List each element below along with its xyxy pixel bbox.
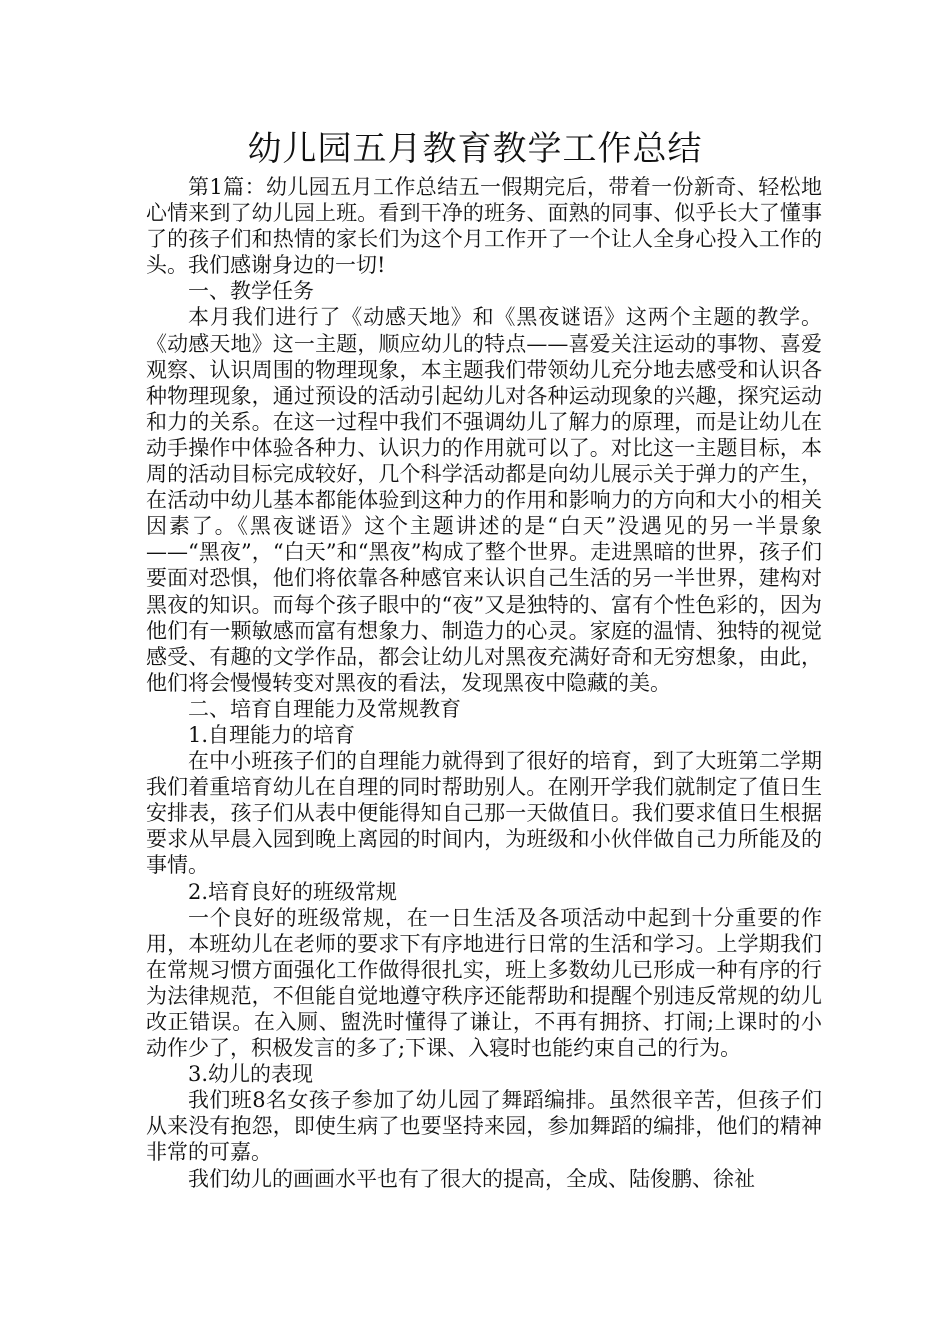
paragraph-class-routine: 一个良好的班级常规，在一日生活及各项活动中起到十分重要的作用，本班幼儿在老师的要求下有序地进行日常的生活和学习。上学期我们在常规习惯方面强化工作做得很扎实，班上多数幼儿已形成一种有序的行为法律规范，不但能自觉地遵守秩序还能帮助和提醒个别违反常规的幼儿改正错误。在入厕、盥洗时懂得了谦让，不再有拥挤、打闹;上课时的小动作少了，积极发言的多了;下课、入寝时也能约束自己的行为。 bbox=[146, 905, 822, 1061]
section-heading-self-care: 二、培育自理能力及常规教育 bbox=[188, 696, 461, 721]
subheading-child-performance: 3.幼儿的表现 bbox=[188, 1062, 314, 1087]
paragraph-self-care-ability: 在中小班孩子们的自理能力就得到了很好的培育，到了大班第二学期我们着重培育幼儿在自理的同时帮助别人。在刚开学我们就制定了值日生安排表，孩子们从表中便能得知自己那一天做值日。我们要求值日生根据要求从早晨入园到晚上离园的时间内，为班级和小伙伴做自己力所能及的事情。 bbox=[146, 749, 822, 878]
paragraph-dance: 我们班8名女孩子参加了幼儿园了舞蹈编排。虽然很辛苦，但孩子们从来没有抱怨，即使生病了也要坚持来园，参加舞蹈的编排，他们的精神非常的可嘉。 bbox=[146, 1088, 822, 1165]
subheading-class-routine: 2.培育良好的班级常规 bbox=[188, 879, 398, 904]
paragraph-intro: 第1篇：幼儿园五月工作总结五一假期完后，带着一份新奇、轻松地心情来到了幼儿园上班。看到干净的班务、面熟的同事、似乎长大了懂事了的孩子们和热情的家长们为这个月工作开了一个让人全身心投入工作的头。我们感谢身边的一切! bbox=[146, 175, 822, 278]
paragraph-drawing: 我们幼儿的画画水平也有了很大的提高，全成、陆俊鹏、徐祉 bbox=[188, 1166, 755, 1191]
document-body bbox=[146, 174, 822, 1192]
document-title: 幼儿园五月教育教学工作总结 bbox=[247, 129, 703, 169]
subheading-self-care-ability: 1.自理能力的培育 bbox=[188, 722, 356, 747]
paragraph-teaching-tasks: 本月我们进行了《动感天地》和《黑夜谜语》这两个主题的教学。《动感天地》这一主题，顺应幼儿的特点——喜爱关注运动的事物、喜爱观察、认识周围的物理现象，本主题我们带领幼儿充分地去感受和认识各种物理现象，通过预设的活动引起幼儿对各种运动现象的兴趣，探究运动和力的关系。在这一过程中我们不强调幼儿了解力的原理，而是让幼儿在动手操作中体验各种力、认识力的作用就可以了。对比这一主题目标，本周的活动目标完成较好，几个科学活动都是向幼儿展示关于弹力的产生，在活动中幼儿基本都能体验到这种力的作用和影响力的方向和大小的相关因素了。《黑夜谜语》这个主题讲述的是“白天”没遇见的另一半景象——“黑夜”，“白天”和“黑夜”构成了整个世界。走进黑暗的世界，孩子们要面对恐惧，他们将依靠各种感官来认识自己生活的另一半世界，建构对黑夜的知识。而每个孩子眼中的“夜”又是独特的、富有个性色彩的，因为他们有一颗敏感而富有想象力、制造力的心灵。家庭的温情、独特的视觉感受、有趣的文学作品，都会让幼儿对黑夜充满好奇和无穷想象，由此，他们将会慢慢转变对黑夜的看法，发现黑夜中隐藏的美。 bbox=[146, 305, 822, 695]
section-heading-teaching-tasks: 一、教学任务 bbox=[188, 279, 314, 304]
